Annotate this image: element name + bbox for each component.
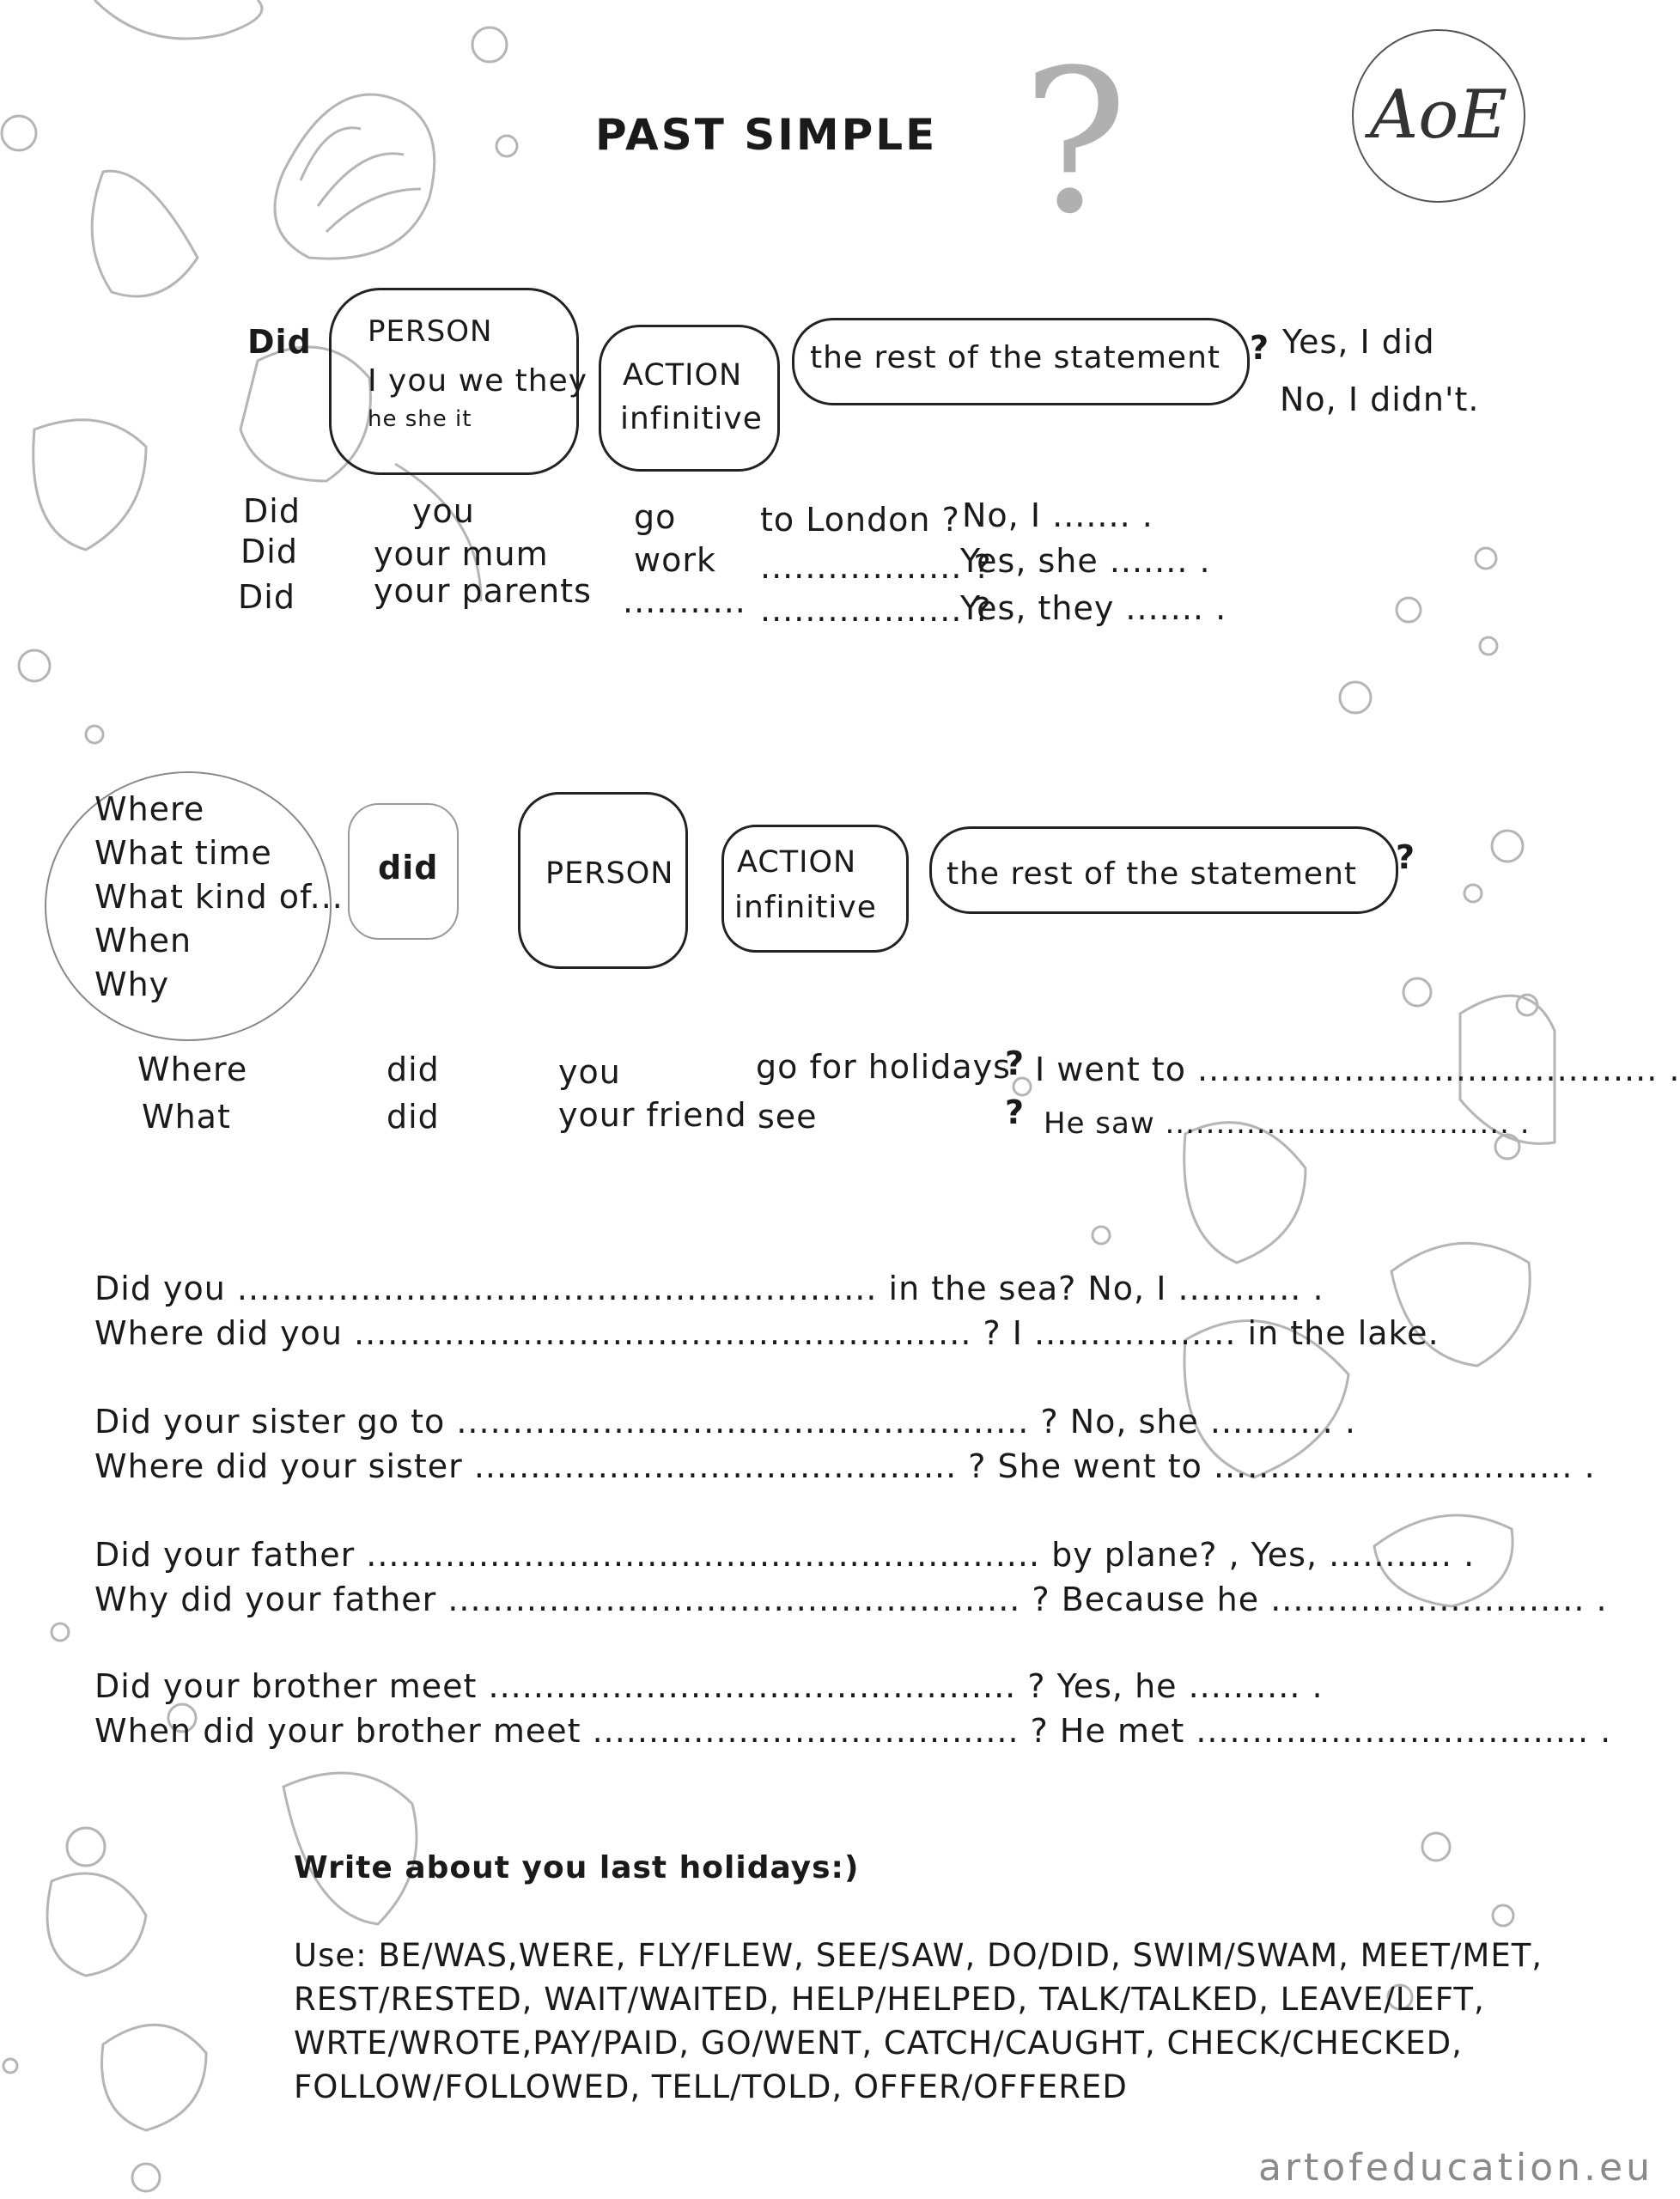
yn-ex2-aux: Did xyxy=(240,533,298,570)
yn-ex1-verb: go xyxy=(634,498,677,536)
exercise-line: Did your sister go to ................................................... ? No, she ........... . xyxy=(94,1403,1356,1441)
shell-icon xyxy=(47,1873,146,1976)
wh-person-label: PERSON xyxy=(545,856,674,891)
bubble xyxy=(2,116,36,150)
yn-action-sub: infinitive xyxy=(620,401,763,436)
exercise-line: Did your father ............................................................ by plane? , Yes, ........... . xyxy=(94,1536,1476,1574)
wh-ex1-q: ? xyxy=(1005,1045,1026,1082)
wh-ex1-rest: go for holidays xyxy=(756,1048,1011,1086)
shell-icon xyxy=(1184,1123,1306,1263)
wh-ex2-subj: your friend xyxy=(558,1096,747,1134)
bubble xyxy=(1093,1227,1110,1244)
wh-ex1-answer: I went to ......................................... . xyxy=(1035,1051,1680,1088)
logo xyxy=(1344,21,1533,210)
yn-ex2-verb: work xyxy=(634,541,716,579)
yn-action-label: ACTION xyxy=(623,358,743,393)
bubble xyxy=(19,650,50,681)
bubble xyxy=(1480,637,1497,655)
exercise-line: Did you ......................................................... in the sea? No, I ........... . xyxy=(94,1270,1324,1307)
shell-icon xyxy=(94,0,262,39)
yn-person-line2: he she it xyxy=(368,406,472,432)
wh-action-sub: infinitive xyxy=(734,890,877,925)
bubble xyxy=(52,1623,69,1641)
wh-word: When xyxy=(94,922,192,959)
bubble xyxy=(86,726,103,743)
yn-ex2-subj: your mum xyxy=(374,535,549,573)
wh-word: Where xyxy=(94,790,205,828)
wh-ex2-q: ? xyxy=(1005,1093,1026,1131)
wh-ex1-aux: did xyxy=(387,1051,440,1088)
yn-did-label: Did xyxy=(247,323,312,361)
verb-list-line: REST/RESTED, WAIT/WAITED, HELP/HELPED, TALK/TALKED, LEAVE/LEFT, xyxy=(294,1981,1485,2018)
exercise-line: When did your brother meet ...................................... ? He met ................................... . xyxy=(94,1712,1612,1750)
page-title: PAST SIMPLE xyxy=(595,110,938,160)
exercise-line: Where did your sister ........................................... ? She went to ................................ . xyxy=(94,1447,1596,1485)
question-mark-decoration: ? xyxy=(1022,28,1129,258)
yn-qmark: ? xyxy=(1250,329,1270,367)
bubble xyxy=(1464,885,1482,902)
bubble xyxy=(1492,831,1523,862)
exercise-line: Why did your father ................................................... ? Because he ............................ . xyxy=(94,1581,1608,1618)
yn-ex1-answer: No, I ....... . xyxy=(962,496,1153,534)
bubble xyxy=(1422,1833,1450,1861)
yn-ex3-rest: .................. ? xyxy=(760,591,992,629)
exercise-line: Did your brother meet ............................................... ? Yes, he .......... . xyxy=(94,1667,1324,1705)
wh-ex2-aux: did xyxy=(387,1098,440,1136)
wh-ex2-rest: see xyxy=(758,1098,818,1136)
yn-ex3-subj: your parents xyxy=(374,572,592,610)
yn-ex1-aux: Did xyxy=(243,492,301,530)
shell-icon xyxy=(92,171,198,296)
bubble xyxy=(1340,682,1371,713)
yn-ex1-subj: you xyxy=(412,492,475,530)
wh-word: What kind of... xyxy=(94,878,344,916)
yn-ex2-answer: Yes, she ....... . xyxy=(960,542,1211,580)
shell-icon xyxy=(301,128,421,232)
bubble xyxy=(1493,1905,1513,1926)
wh-rest-label: the rest of the statement xyxy=(947,856,1358,892)
bubble xyxy=(472,27,507,62)
yn-ex2-rest: .................. ? xyxy=(760,548,992,586)
exercise-line: Where did you ....................................................... ? I .................. in the lake. xyxy=(94,1314,1440,1352)
website-url: artofeducation.eu xyxy=(1258,2146,1653,2190)
verb-list-line: WRTE/WROTE,PAY/PAID, GO/WENT, CATCH/CAUGHT, CHECK/CHECKED, xyxy=(294,2025,1463,2062)
wh-word: Why xyxy=(94,965,170,1003)
shell-icon xyxy=(33,420,146,550)
yn-answer-no: No, I didn't. xyxy=(1280,381,1480,418)
shell-icon xyxy=(283,1773,417,1924)
bubble xyxy=(132,2164,160,2191)
wh-ex1-subj: you xyxy=(558,1053,621,1091)
bubble xyxy=(1403,978,1431,1006)
logo-text: AoE xyxy=(1369,76,1508,154)
wh-ex2-answer: He saw .................................. . xyxy=(1044,1106,1531,1141)
yn-answer-yes: Yes, I did xyxy=(1282,323,1435,361)
bubble xyxy=(1397,598,1421,622)
wh-ex2-wh: What xyxy=(142,1098,231,1136)
bubble xyxy=(3,2059,17,2073)
yn-ex3-verb: ........... xyxy=(623,582,746,620)
shell-icon xyxy=(102,2025,206,2130)
wh-word: What time xyxy=(94,834,272,872)
yn-ex3-answer: Yes, they ....... . xyxy=(960,589,1227,627)
yn-ex3-aux: Did xyxy=(238,578,295,616)
writing-heading: Write about you last holidays:) xyxy=(294,1850,860,1885)
verb-list-line: Use: BE/WAS,WERE, FLY/FLEW, SEE/SAW, DO/DID, SWIM/SWAM, MEET/MET, xyxy=(294,1937,1543,1974)
wh-ex1-wh: Where xyxy=(137,1051,248,1088)
wh-action-box xyxy=(721,825,909,953)
verb-list-line: FOLLOW/FOLLOWED, TELL/TOLD, OFFER/OFFERED xyxy=(294,2068,1128,2105)
bubble xyxy=(67,1828,105,1866)
wh-action-label: ACTION xyxy=(737,845,857,880)
bubble xyxy=(496,136,517,156)
wh-qmark: ? xyxy=(1396,838,1416,876)
shell-icon xyxy=(275,94,435,259)
yn-ex1-rest: to London ? xyxy=(760,501,960,539)
wh-did-label: did xyxy=(378,849,439,886)
yn-rest-label: the rest of the statement xyxy=(810,340,1221,375)
yn-person-label: PERSON xyxy=(368,314,493,349)
yn-action-box xyxy=(599,325,780,472)
yn-person-line1: I you we they xyxy=(368,363,588,399)
bubble xyxy=(1476,548,1496,569)
